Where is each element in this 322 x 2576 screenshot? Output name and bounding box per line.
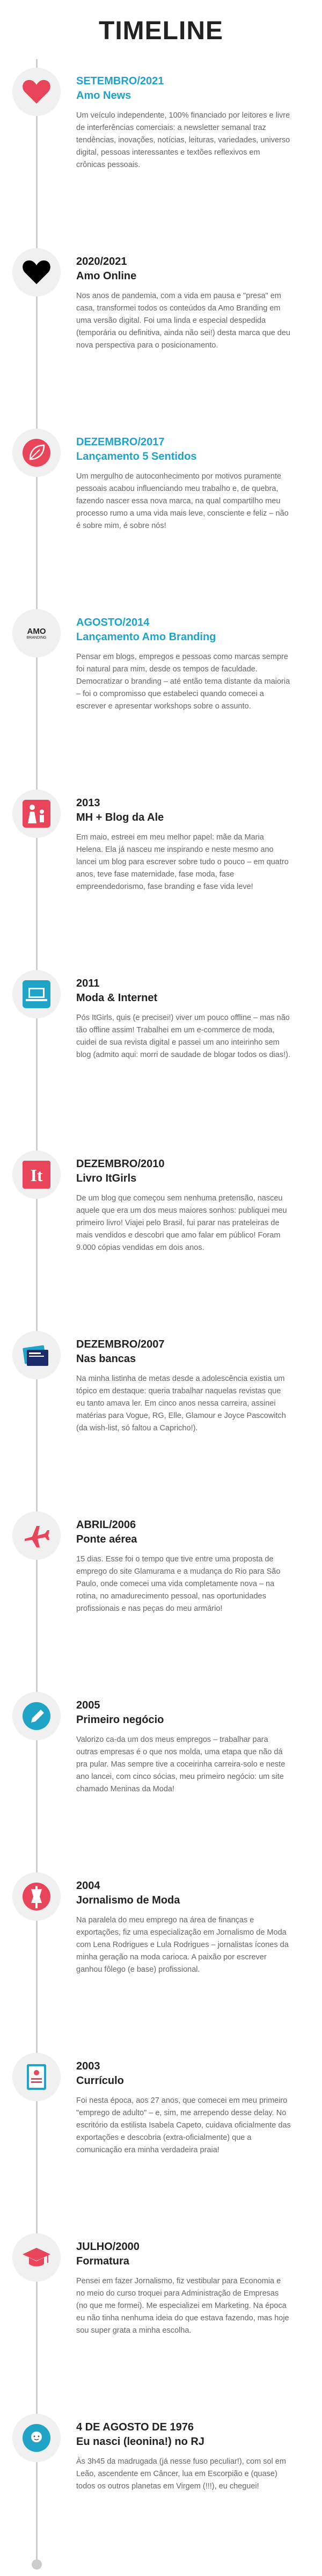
timeline-end-dot [32,2559,42,2570]
timeline [0,59,322,2576]
timeline-item-content [76,796,291,893]
timeline-date: 4 DE AGOSTO DE 1976 [76,2421,194,2433]
timeline-date: DEZEMBRO/2007 [76,1338,165,1350]
timeline-description: De um blog que começou sem nenhuma pretensão, nasceu aquele que era um dos meus maiores sonhos: publiquei meu primeiro livro! Viajei pelo Brasil, fui parar nas prateleiras de mais vendidos e descobri que amo falar em público! Foram 9.000 cópias vendidas em dois anos. [76,1194,287,1252]
timeline-date: AGOSTO/2014 [76,617,150,628]
timeline-item-content [76,1698,291,1796]
timeline-item [0,781,322,961]
timeline-item [0,2225,322,2405]
timeline-date: DEZEMBRO/2017 [76,436,165,448]
heart-icon [12,68,61,116]
timeline-description: Um veículo independente, 100% financiado por leitores e livre de interferências comerciais: a newsletter semanal traz tendências, inovações, notícias, leituras, variedades, universo digital, pessoas interessantes e textões reflexivos em crônicas pessoais. [76,111,290,169]
timeline-description: Pós ItGirls, quis (e precisei!) viver um pouco offline – mas não tão offline assim! Trabalhei em um e-commerce de moda, cuidei de sua revista digital e passei um ano inteirinho sem blog (admito aqui: morri de saudade de blogar todos os dias!). [76,1014,290,1059]
timeline-date: 2004 [76,1880,100,1892]
amo-branding-logo-icon [12,609,61,657]
timeline-date: 2013 [76,797,100,809]
timeline-description: Na paralela do meu emprego na área de finanças e exportações, fiz uma especialização em Jornalismo de Moda com Lena Rodrigues e Lula Rodrigues – jornalistas ícones da minha geração na moda carioca. A paixão por escrever ganhou fôlego (e base) profissional. [76,1916,289,1974]
timeline-description: Em maio, estreei em meu melhor papel: mãe da Maria Helena. Ela já nasceu me inspirando e neste mesmo ano lancei um blog para escrever sobre tudo o pouco – em quatro anos, teve fase maternidade, fase moda, fase empreendedorismo, fase branding e fase vida leve! [76,833,289,891]
timeline-item [0,2405,322,2576]
timeline-description: Às 3h45 da madrugada (já nesse fuso peculiar!), com sol em Leão, ascendente em Câncer, lua em Escorpião e (quase) todos os outros planetas em Virgem (!!!), eu cheguei! [76,2457,286,2491]
svg-text:AMO: AMO [27,627,46,636]
timeline-item-content [76,1157,291,1254]
timeline-title: Amo Online [76,270,137,282]
timeline-item [0,420,322,600]
timeline-item-content [76,976,291,1061]
timeline-title: Amo News [76,90,131,102]
pen-icon [12,1692,61,1740]
family-icon [12,790,61,838]
timeline-title: Lançamento Amo Branding [76,631,216,643]
airplane-icon [12,1511,61,1560]
timeline-title: Lançamento 5 Sentidos [76,451,197,462]
timeline-description: Pensar em blogs, empregos e pessoas como marcas sempre foi natural para mim, desde os tempos de faculdade. Democratizar o branding – até então tema distante da maioria – foi o compromisso que estabeleci quando comecei a escrever e apresentar workshops sobre o assunto. [76,653,290,711]
timeline-item [0,961,322,1142]
timeline-title: Livro ItGirls [76,1173,137,1184]
svg-text:BRANDING: BRANDING [26,636,47,640]
timeline-item [0,240,322,420]
timeline-item-content [76,74,291,171]
baby-icon [12,2414,61,2462]
timeline-date: 2011 [76,978,100,989]
timeline-date: JULHO/2000 [76,2241,140,2253]
it-logo-icon [12,1150,61,1199]
timeline-item-content [76,616,291,713]
timeline-item-content [76,2240,291,2337]
timeline-title: Jornalismo de Moda [76,1894,180,1906]
timeline-description: Pensei em fazer Jornalismo, fiz vestibular para Economia e no meio do curso troquei para Administração de Empresas (no que me formei). Me especializei em Marketing. Na época eu não tinha nenhuma ideia do que estava fazendo, mas hoje sou super grata a minha escolha. [76,2277,289,2335]
timeline-item-content [76,1518,291,1615]
timeline-description: Na minha listinha de metas desde a adolescência existia um tópico em destaque: queria trabalhar naquelas revistas que eu tanto amava ler. Em cinco anos nessa carreira, assinei matérias para Vogue, RG, Elle, Glamour e Joyce Pascowitch (da wish-list, só faltou a Capricho!). [76,1374,286,1432]
timeline-title: Ponte aérea [76,1533,137,1545]
timeline-date: ABRIL/2006 [76,1519,136,1531]
timeline-description: Foi nesta época, aos 27 anos, que comecei em meu primeiro "emprego de adulto" – e, sim, me arrependo desse delay. No escritório da estilista Isabela Capeto, cuidava oficialmente das exportações e descobria (extra-oficialmente) que a comunicação era minha verdadeira praia! [76,2096,291,2154]
timeline-item-content [76,255,291,352]
timeline-description: Nos anos de pandemia, com a vida em pausa e "presa" em casa, transformei todos os conteúdos da Amo Branding em uma versão digital. Foi uma linda e especial despedida (temporária ou definitiva, ainda não sei!) desta marca que deu nova perspectiva para o posicionamento. [76,292,290,350]
timeline-title: Primeiro negócio [76,1714,164,1726]
timeline-item [0,1503,322,1683]
page-title: TIMELINE [99,17,223,45]
resume-icon [12,2053,61,2101]
leaf-icon [12,429,61,477]
mannequin-icon [12,1872,61,1921]
timeline-date: 2005 [76,1699,100,1711]
timeline-item [0,2044,322,2225]
laptop-icon [12,970,61,1018]
timeline-item [0,1683,322,1864]
timeline-item [0,59,322,240]
timeline-item [0,1864,322,2044]
timeline-title: Moda & Internet [76,992,158,1004]
timeline-item-content [76,2059,291,2157]
magazines-icon [12,1331,61,1379]
timeline-date: SETEMBRO/2021 [76,75,164,87]
timeline-description: Valorizo ca-da um dos meus empregos – trabalhar para outras empresas é o que nos molda, uma etapa que não dá pra pular. Mas sempre tive a coceirinha carreira-solo e neste ano lancei, com cinco sócias, meu primeiro negócio: um site chamado Meninas da Moda! [76,1735,286,1793]
timeline-title: Nas bancas [76,1353,136,1365]
timeline-item-content [76,1337,291,1435]
timeline-title: Formatura [76,2255,129,2267]
timeline-description: 15 dias. Esse foi o tempo que tive entre uma proposta de emprego do site Glamurama e a mudança do Rio para São Paulo, onde comecei uma vida completamente nova – na rotina, no amadurecimento pessoal, nas oportunidades profissionais e nas peças do meu armário! [76,1555,281,1613]
timeline-title: Eu nasci (leonina!) no RJ [76,2436,204,2448]
timeline-item-content [76,435,291,532]
timeline-date: DEZEMBRO/2010 [76,1158,165,1170]
timeline-item-content [76,1879,291,1976]
heart-icon [12,248,61,296]
timeline-item [0,600,322,781]
timeline-date: 2003 [76,2060,100,2072]
graduation-cap-icon [12,2233,61,2282]
timeline-date: 2020/2021 [76,256,127,267]
timeline-title: Currículo [76,2075,124,2087]
timeline-item [0,1322,322,1503]
timeline-item-content [76,2420,291,2493]
timeline-description: Um mergulho de autoconhecimento por motivos puramente pessoais acabou influenciando meu trabalho e, de quebra, fazendo nascer essa nova marca, na qual compartilho meu processo rumo a uma vida mais leve, consciente e feliz – não é sobre mim, é sobre nós! [76,472,289,530]
timeline-item [0,1142,322,1322]
timeline-title: MH + Blog da Ale [76,812,164,823]
svg-text:It: It [30,1166,43,1185]
